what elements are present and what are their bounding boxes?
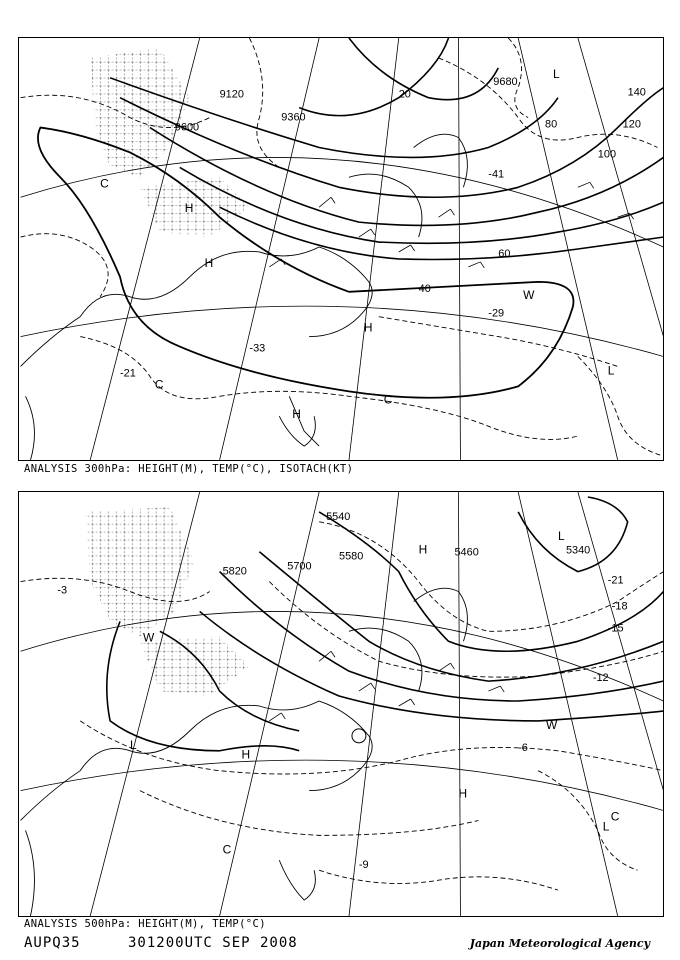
label-9360: 9360 [281,111,306,124]
label-5540: 5540 [326,510,351,523]
station-circle [352,729,366,743]
high-center: H [363,320,373,335]
low-center: L [557,528,565,543]
terrain-hatch [140,636,249,696]
isotach-label-80: 80 [545,118,558,131]
high-center: H [292,407,301,422]
low-center: L [607,363,615,378]
caption-300hpa: ANALYSIS 300hPa: HEIGHT(M), TEMP(°C), ISOTACH(KT) [24,463,354,475]
temp-label: -18 [611,600,628,613]
isotach-label-40: 40 [418,282,431,295]
map-500hpa [18,491,664,917]
low-center: L [553,66,560,81]
high-center: H [418,542,428,557]
warm-center: W [546,717,558,732]
map-500hpa-svg [19,492,664,916]
temp-label: -12 [592,672,609,685]
caption-500hpa: ANALYSIS 500hPa: HEIGHT(M), TEMP(°C) [24,918,266,930]
temp-label: -6 [518,741,528,754]
high-center: H [184,201,194,216]
temp-label: -21 [120,367,136,380]
temp-label: -41 [488,168,505,181]
warm-center: W [142,630,155,645]
isotach-label-60: 60 [498,247,511,260]
label-5340: 5340 [565,544,591,557]
isotach-label-20: 20 [398,88,411,101]
high-center: H [204,255,214,270]
isotach-label-140: 140 [627,86,646,99]
temp-label: -33 [249,342,266,355]
label-5700: 5700 [287,560,312,573]
label-9120: 9120 [219,88,244,101]
cold-center: C [100,176,109,191]
isotach-label-100: 100 [597,148,617,161]
isotach-label-120: 120 [622,118,641,131]
temp-label: -9 [358,859,369,872]
station-plots [269,651,504,721]
label-9600: 9600 [174,121,200,134]
label-5580: 5580 [339,550,364,563]
cold-center: C [222,842,232,857]
cold-center: C [610,809,620,824]
temp-label: -15 [607,622,624,635]
label-9680: 9680 [493,75,518,88]
label-5820: 5820 [222,565,247,578]
chart-code: AUPQ35 [24,935,81,951]
map-300hpa-svg [19,38,664,460]
cold-center: C [383,392,393,407]
height-contours [107,497,664,751]
map-300hpa [18,37,664,461]
low-center: L [602,819,610,834]
analysis-time: 301200UTC SEP 2008 [128,935,298,951]
coastline [21,134,468,460]
agency-name: Japan Meteorological Agency [469,937,650,950]
temp-label: -21 [607,574,624,587]
warm-center: W [523,287,535,302]
temp-label: -3 [57,584,68,597]
low-center: L [130,737,137,752]
cold-center: C [154,377,164,392]
high-center: H [458,786,468,801]
label-5460: 5460 [454,546,479,559]
temp-label: -29 [488,307,505,320]
high-center: H [241,747,251,762]
